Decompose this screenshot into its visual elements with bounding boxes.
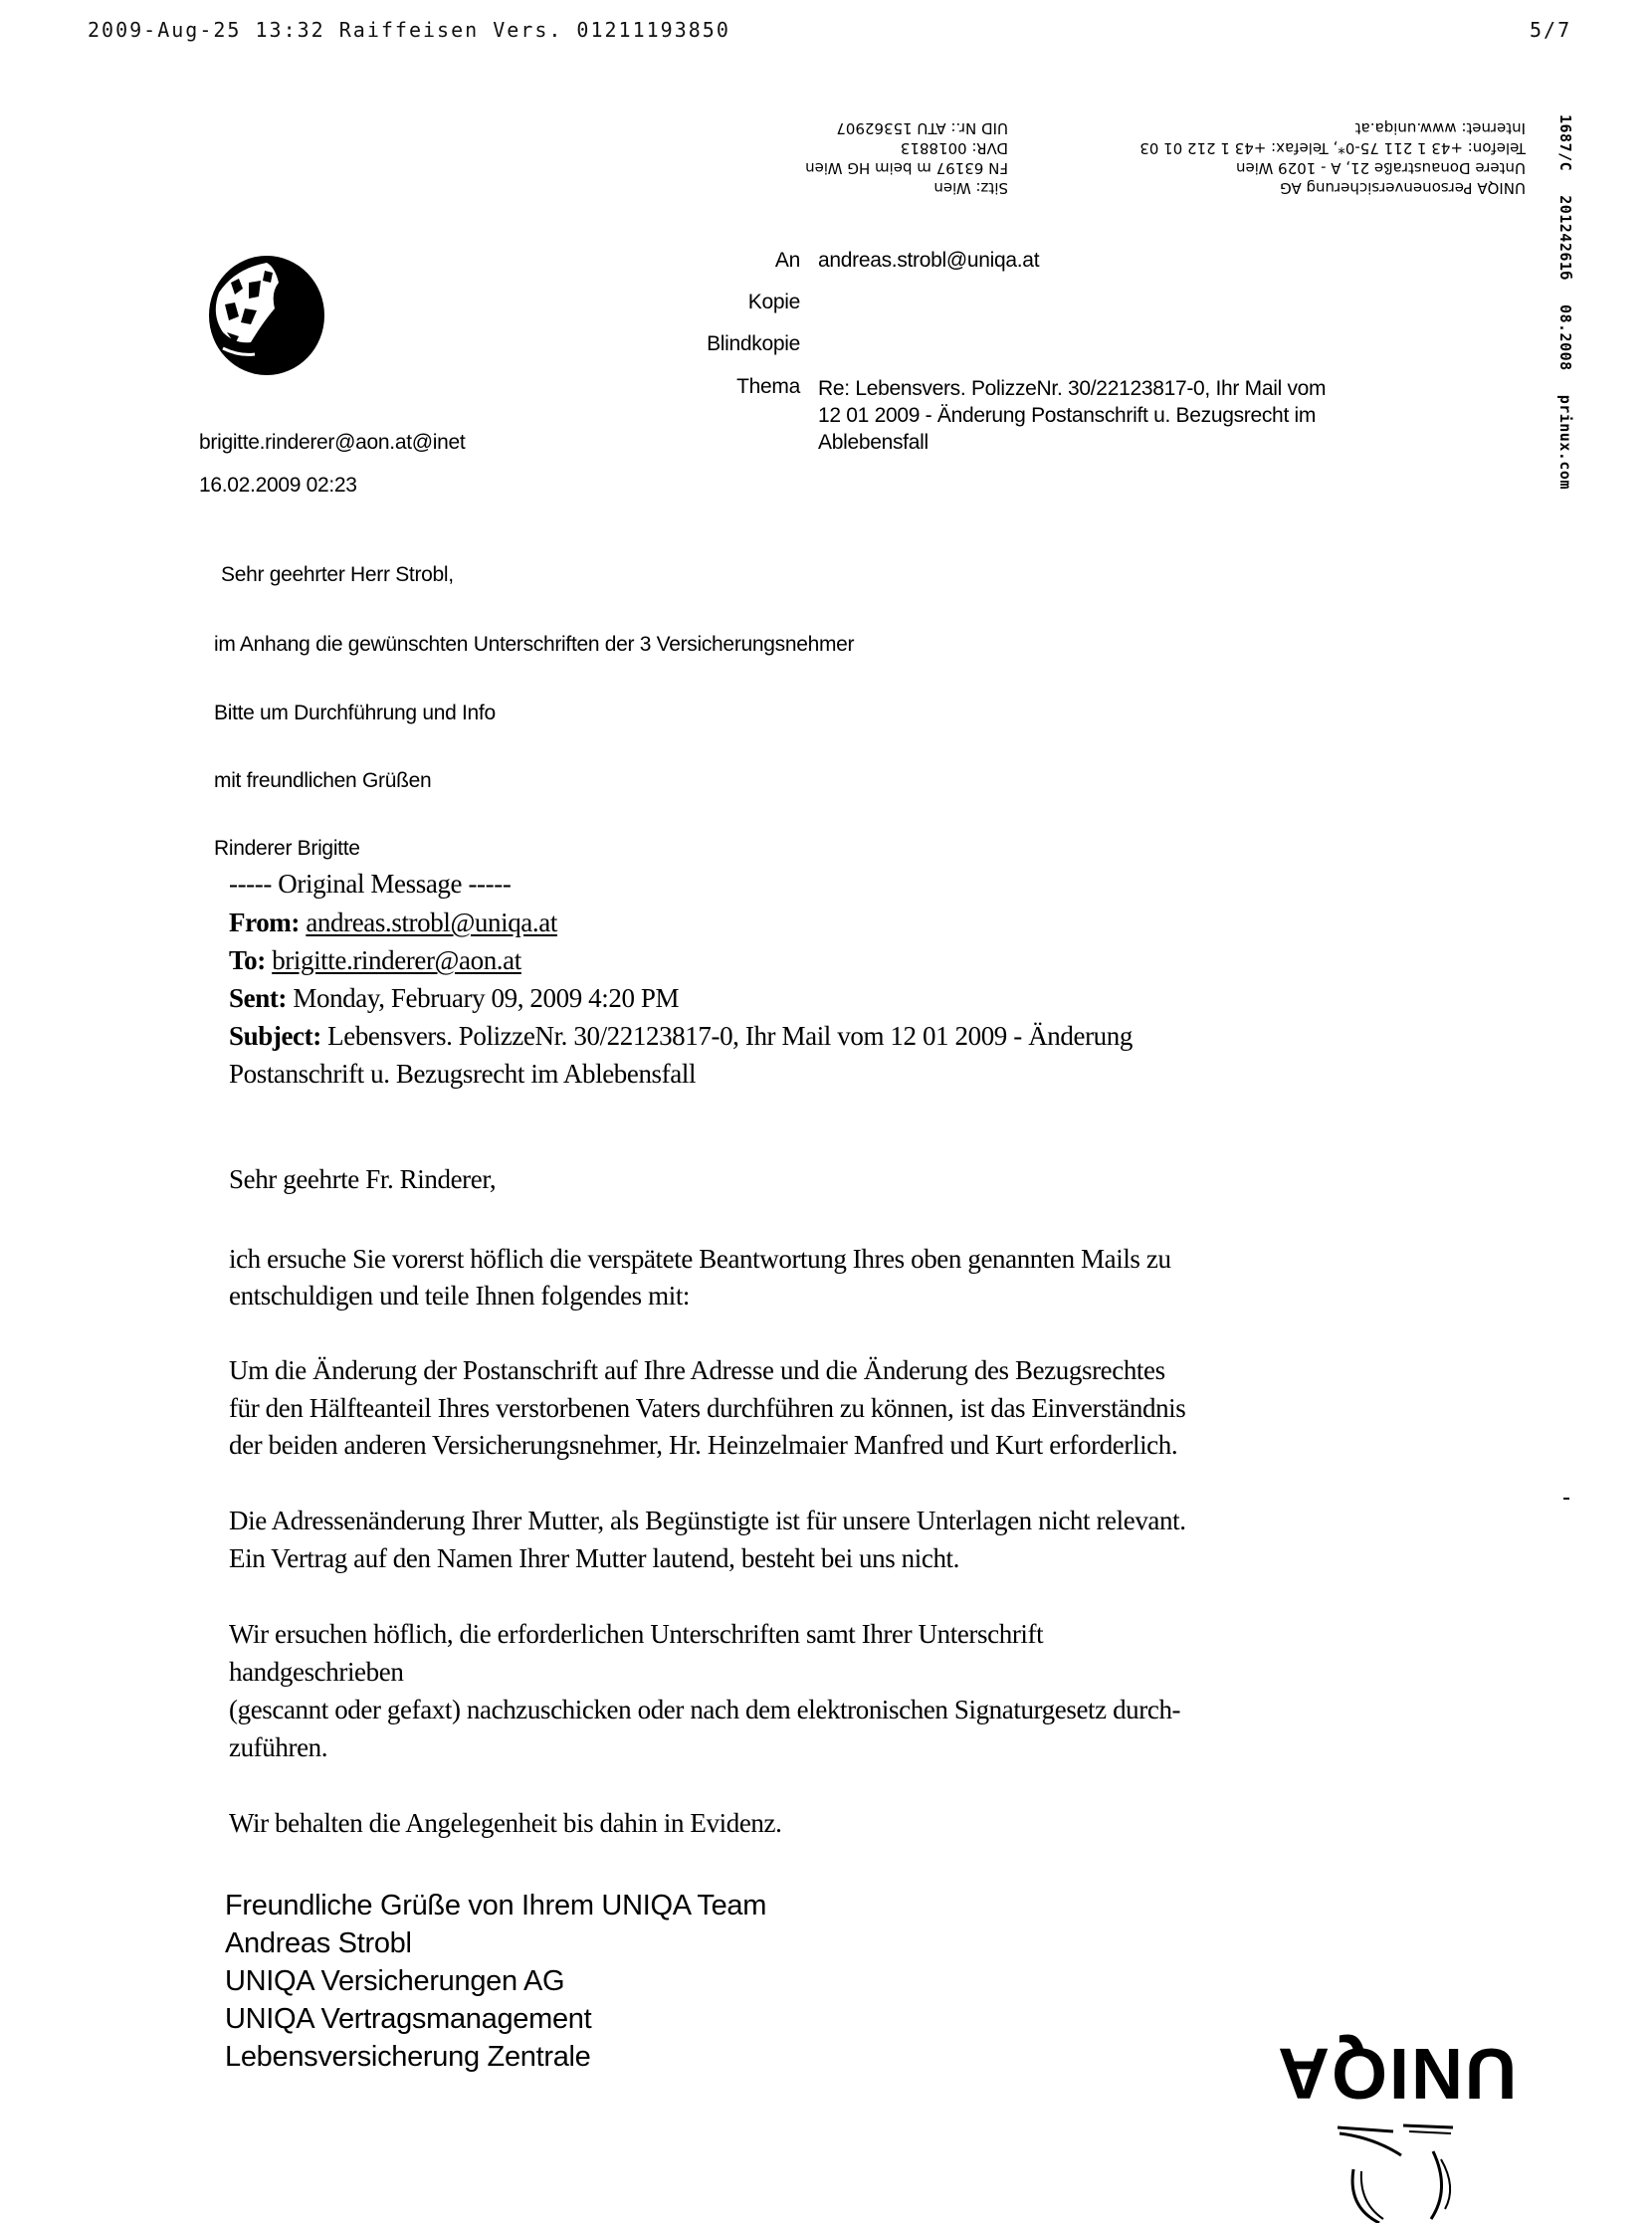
original-message-separator: ----- Original Message ----- (229, 869, 512, 899)
side-print-item: 20124261б (1556, 195, 1574, 281)
orig-paragraph-line: entschuldigen und teile Ihnen folgendes mit: (229, 1281, 691, 1311)
uniqa-logo-icon (1334, 2120, 1463, 2223)
orig-paragraph-line: der beiden anderen Versicherungsnehmer, Hr. Heinzelmaier Manfred und Kurt erforderlich. (229, 1430, 1178, 1460)
fax-transmission-header: 2009-Aug-25 13:32 Raiffeisen Vers. 01211193850 (88, 18, 730, 42)
letterhead-line: UID Nr.: ATU 15362907 (836, 119, 1008, 137)
original-subject (229, 1021, 1133, 1052)
to-label-orig: To: (229, 945, 266, 975)
orig-paragraph-line: Um die Änderung der Postanschrift auf Ihre Adresse und die Änderung des Bezugsrechtes (229, 1355, 1165, 1385)
original-to (229, 945, 521, 976)
signature-line: UNIQA Versicherungen AG (225, 1965, 565, 1997)
globe-icon (205, 253, 328, 378)
to-label: An (774, 249, 800, 272)
letterhead-registry-block (779, 118, 1008, 198)
sent-value: Monday, February 09, 2009 4:20 PM (293, 983, 680, 1013)
letterhead-line: Internet: www.uniqa.at (1354, 119, 1526, 137)
reply-closing: mit freundlichen Grüßen (214, 769, 432, 792)
letterhead-line: UNIQA Personenversicherung AG (1280, 179, 1526, 197)
orig-paragraph-line: (gescannt oder gefaxt) nachzuschicken oder nach dem elektronischen Signaturgesetz durch- (229, 1695, 1181, 1724)
orig-paragraph-line: zuführen. (229, 1732, 328, 1762)
reply-greeting: Sehr geehrter Herr Strobl, (221, 563, 454, 586)
cc-label: Kopie (747, 291, 800, 313)
letterhead-line: Untere Donaustraße 21, A - 1029 Wien (1235, 159, 1526, 177)
reply-paragraph: im Anhang die gewünschten Unterschriften der 3 Versicherungsnehmer (214, 633, 855, 656)
subject-line: Re: Lebensvers. PolizzeNr. 30/22123817-0, Ihr Mail vom (818, 377, 1327, 400)
subject-value (818, 375, 1326, 456)
orig-paragraph-line: ich ersuche Sie vorerst höflich die verspätete Beantwortung Ihres oben genannten Mails zu (229, 1244, 1171, 1274)
email-date: 16.02.2009 02:23 (199, 474, 357, 497)
subject-line: 12 01 2009 - Änderung Postanschrift u. Bezugsrecht im (818, 404, 1317, 427)
email-sender: brigitte.rinderer@aon.at@inet (199, 431, 466, 454)
letterhead-line: FN 63197 m beim HG Wien (805, 159, 1008, 177)
original-sent (229, 983, 679, 1014)
reply-paragraph: Bitte um Durchführung und Info (214, 702, 496, 724)
orig-paragraph-line: handgeschrieben (229, 1657, 404, 1687)
uniqa-logo-text: UNIQA (1276, 2033, 1517, 2113)
side-print-item: 08.2008 (1556, 303, 1574, 371)
fax-page-number: 5/7 (1530, 18, 1572, 42)
orig-paragraph-line: für den Hälfteanteil Ihres verstorbenen Vaters durchführen zu können, ist das Einverständnis (229, 1393, 1186, 1423)
letterhead-company-block (1078, 118, 1526, 198)
orig-paragraph-line: Wir behalten die Angelegenheit bis dahin in Evidenz. (229, 1808, 782, 1838)
letterhead-line: Sitz: Wien (933, 179, 1008, 197)
signature-line: Freundliche Grüße von Ihrem UNIQA Team (225, 1890, 767, 1921)
signature-line: Andreas Strobl (225, 1927, 412, 1959)
original-subject-cont: Postanschrift u. Bezugsrecht im Ablebensfall (229, 1059, 697, 1089)
sent-label: Sent: (229, 983, 287, 1013)
orig-greeting: Sehr geehrte Fr. Rinderer, (229, 1164, 497, 1194)
original-from (229, 908, 557, 938)
letterhead-line: DVR: 0018813 (900, 139, 1008, 157)
orig-paragraph-line: Ein Vertrag auf den Namen Ihrer Mutter lautend, besteht bei uns nicht. (229, 1543, 960, 1573)
subject-value-orig: Lebensvers. PolizzeNr. 30/22123817-0, Ihr Mail vom 12 01 2009 - Änderung (327, 1021, 1133, 1051)
subject-label: Thema (736, 375, 800, 398)
bcc-label: Blindkopie (707, 332, 800, 355)
to-value[interactable]: andreas.strobl@uniqa.at (818, 249, 1040, 272)
reply-signature: Rinderer Brigitte (214, 837, 360, 860)
orig-paragraph-line: Wir ersuchen höflich, die erforderlichen Unterschriften samt Ihrer Unterschrift (229, 1619, 1044, 1649)
orig-paragraph-line: Die Adressenänderung Ihrer Mutter, als Begünstigte ist für unsere Unterlagen nicht relevant. (229, 1506, 1186, 1535)
from-label: From: (229, 908, 300, 937)
to-email-link[interactable]: brigitte.rinderer@aon.at (272, 945, 521, 975)
scan-mark (1563, 1498, 1569, 1500)
from-email-link[interactable]: andreas.strobl@uniqa.at (306, 908, 557, 937)
side-print-item: 1687/C (1556, 114, 1574, 172)
letterhead-line: Telefon: +43 1 211 75-0*, Telefax: +43 1 212 01 03 (1139, 139, 1526, 157)
signature-block (225, 1887, 766, 2076)
subject-label-orig: Subject: (229, 1021, 321, 1051)
side-print-code (1556, 114, 1574, 513)
signature-line: UNIQA Vertragsmanagement (225, 2003, 592, 2035)
side-print-item: prinux.com (1556, 394, 1574, 490)
signature-line: Lebensversicherung Zentrale (225, 2041, 591, 2073)
subject-line: Ablebensfall (818, 431, 929, 454)
